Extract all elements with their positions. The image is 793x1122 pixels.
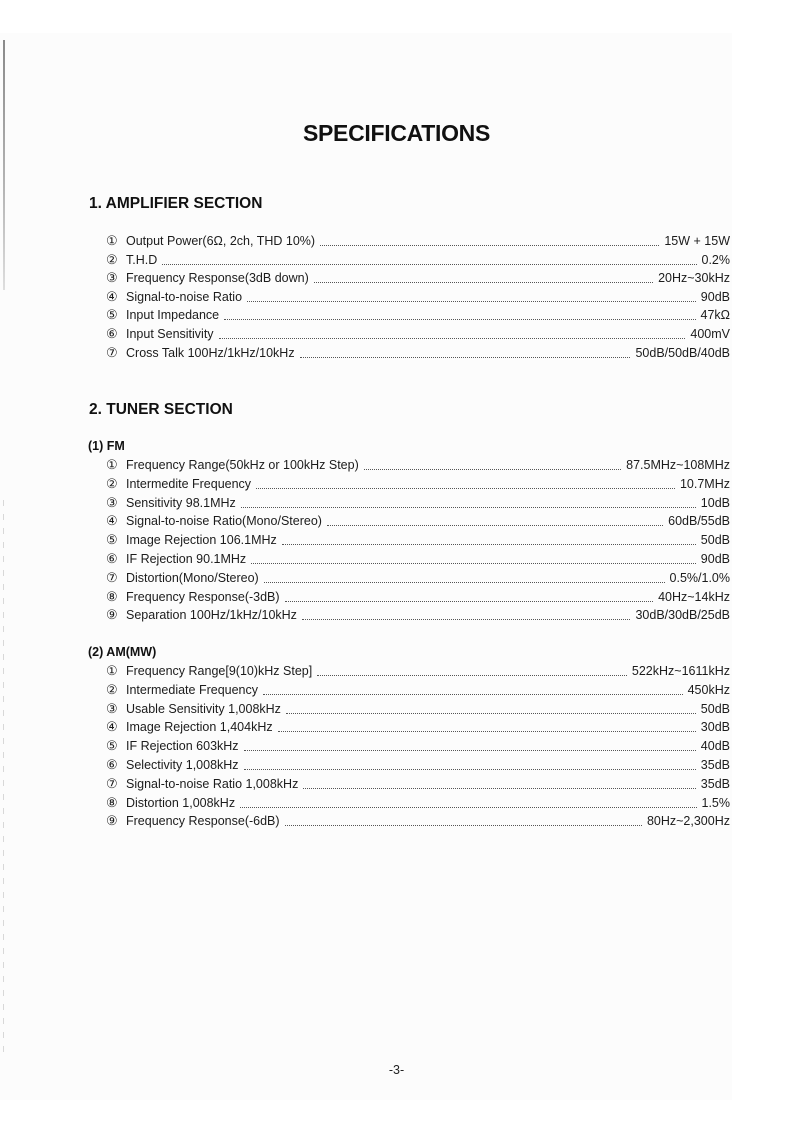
dotted-leader: [317, 674, 627, 676]
dotted-leader: [241, 506, 696, 508]
spec-row: [106, 457, 730, 475]
am-subsection-heading: (2) AM(MW): [88, 645, 157, 659]
spec-value: 30dB: [700, 720, 730, 735]
spec-label: Frequency Response(-3dB): [126, 589, 280, 604]
spec-value: 0.5%/1.0%: [669, 570, 730, 585]
spec-value: 0.2%: [701, 252, 730, 267]
spec-value: 10dB: [700, 495, 730, 510]
item-number: ⑦: [106, 344, 118, 360]
spec-value: 50dB: [700, 701, 730, 716]
dotted-leader: [278, 730, 696, 732]
item-number: ⑤: [106, 307, 118, 323]
spec-row: [106, 701, 730, 719]
amplifier-section-heading: 1. AMPLIFIER SECTION: [89, 195, 263, 212]
spec-row: [106, 813, 730, 831]
spec-row: [106, 570, 730, 588]
item-number: ⑤: [106, 738, 118, 754]
spec-label: Distortion(Mono/Stereo): [126, 570, 259, 585]
spec-value: 40dB: [700, 739, 730, 754]
spec-label: T.H.D: [126, 252, 158, 267]
dotted-leader: [247, 300, 696, 302]
spec-row: [106, 270, 730, 288]
spec-value: 10.7MHz: [679, 476, 730, 491]
spec-row: [106, 551, 730, 569]
page-number: -3-: [388, 1063, 405, 1077]
spec-label: Signal-to-noise Ratio 1,008kHz: [126, 776, 299, 791]
item-number: ⑧: [106, 588, 118, 604]
spec-row: [106, 757, 730, 775]
item-number: ②: [106, 251, 118, 267]
item-number: ⑥: [106, 757, 118, 772]
spec-label: IF Rejection 90.1MHz: [126, 552, 247, 566]
spec-value: 1.5%: [701, 795, 730, 810]
item-number: ⑤: [106, 532, 118, 548]
spec-row: [106, 476, 730, 494]
item-number: ①: [106, 663, 118, 678]
spec-row: [106, 795, 730, 813]
dotted-leader: [224, 318, 695, 320]
item-number: ⑨: [106, 607, 118, 623]
spec-value: 522kHz~1611kHz: [631, 664, 730, 678]
spec-row: [106, 495, 730, 513]
spec-row: [106, 307, 730, 325]
dotted-leader: [327, 524, 663, 526]
spec-value: 30dB/30dB/25dB: [635, 608, 730, 623]
spec-label: Signal-to-noise Ratio(Mono/Stereo): [126, 514, 322, 529]
spec-value: 20Hz~30kHz: [658, 271, 730, 286]
spec-label: Image Rejection 106.1MHz: [126, 533, 277, 548]
dotted-leader: [285, 824, 642, 826]
spec-value: 87.5MHz~108MHz: [626, 458, 730, 472]
spec-label: Image Rejection 1,404kHz: [126, 720, 273, 735]
item-number: ①: [106, 457, 118, 472]
item-number: ⑧: [106, 794, 118, 810]
dotted-leader: [282, 543, 696, 545]
spec-label: Usable Sensitivity 1,008kHz: [126, 701, 281, 716]
spec-row: [106, 738, 730, 756]
spec-label: IF Rejection 603kHz: [126, 739, 239, 754]
spec-label: Frequency Response(-6dB): [126, 814, 280, 829]
tuner-section-heading: 2. TUNER SECTION: [89, 401, 233, 418]
spec-label: Distortion 1,008kHz: [126, 795, 236, 810]
page-title: SPECIFICATIONS: [302, 120, 491, 146]
fm-subsection-heading: (1) FM: [88, 439, 125, 453]
spec-row: [106, 513, 730, 531]
item-number: ③: [106, 494, 118, 510]
spec-value: 35dB: [700, 776, 730, 791]
item-number: ⑥: [106, 551, 118, 566]
spec-row: [106, 289, 730, 307]
item-number: ⑦: [106, 775, 118, 791]
dotted-leader: [263, 693, 683, 695]
dotted-leader: [364, 468, 621, 470]
dotted-leader: [244, 768, 696, 770]
spec-row: [106, 326, 730, 344]
spec-row: [106, 589, 730, 607]
spec-row: [106, 663, 730, 681]
dotted-leader: [244, 749, 696, 751]
dotted-leader: [300, 356, 631, 358]
spec-label: Intermedite Frequency: [126, 476, 252, 491]
item-number: ⑦: [106, 569, 118, 585]
spec-value: 40Hz~14kHz: [658, 589, 730, 604]
spec-label: Output Power(6Ω, 2ch, THD 10%): [126, 234, 316, 248]
item-number: ④: [106, 288, 118, 304]
item-number: ①: [106, 233, 118, 248]
item-number: ④: [106, 513, 118, 529]
spec-row: [106, 607, 730, 625]
dotted-leader: [251, 562, 696, 564]
spec-value: 90dB: [700, 289, 730, 304]
spec-value: 400mV: [690, 327, 730, 341]
spec-label: Sensitivity 98.1MHz: [126, 495, 236, 510]
spec-value: 50dB/50dB/40dB: [635, 345, 730, 360]
spec-label: Separation 100Hz/1kHz/10kHz: [126, 608, 297, 623]
spec-value: 15W + 15W: [664, 234, 730, 248]
dotted-leader: [240, 806, 696, 808]
spec-value: 50dB: [700, 533, 730, 548]
spec-label: Frequency Range[9(10)kHz Step]: [126, 664, 313, 678]
dotted-leader: [320, 244, 659, 246]
spec-value: 450kHz: [687, 682, 730, 697]
item-number: ②: [106, 681, 118, 697]
dotted-leader: [303, 787, 695, 789]
item-number: ③: [106, 270, 118, 286]
spec-row: [106, 252, 730, 270]
spec-label: Frequency Range(50kHz or 100kHz Step): [126, 458, 359, 472]
spec-label: Input Impedance: [126, 308, 220, 323]
spec-label: Input Sensitivity: [126, 327, 214, 341]
spec-value: 47kΩ: [700, 308, 730, 323]
spec-label: Signal-to-noise Ratio: [126, 289, 243, 304]
spec-row: [106, 682, 730, 700]
dotted-leader: [256, 487, 675, 489]
spec-row: [106, 532, 730, 550]
dotted-leader: [219, 337, 686, 339]
dotted-leader: [162, 263, 696, 265]
binding-edge-line-lower: [3, 500, 4, 1060]
spec-label: Intermediate Frequency: [126, 682, 259, 697]
item-number: ②: [106, 475, 118, 491]
spec-value: 90dB: [700, 552, 730, 566]
item-number: ⑨: [106, 813, 118, 829]
spec-row: [106, 345, 730, 363]
spec-value: 80Hz~2,300Hz: [646, 814, 730, 829]
item-number: ④: [106, 719, 118, 735]
spec-row: [106, 719, 730, 737]
binding-edge-line: [3, 40, 5, 290]
item-number: ⑥: [106, 326, 118, 341]
spec-row: [106, 776, 730, 794]
dotted-leader: [302, 618, 631, 620]
dotted-leader: [286, 712, 696, 714]
spec-value: 60dB/55dB: [668, 514, 730, 529]
spec-label: Frequency Response(3dB down): [126, 271, 309, 286]
item-number: ③: [106, 700, 118, 716]
spec-label: Selectivity 1,008kHz: [126, 758, 239, 772]
dotted-leader: [285, 600, 654, 602]
dotted-leader: [264, 581, 665, 583]
spec-value: 35dB: [700, 758, 730, 772]
spec-row: [106, 233, 730, 251]
spec-label: Cross Talk 100Hz/1kHz/10kHz: [126, 345, 295, 360]
dotted-leader: [314, 281, 653, 283]
